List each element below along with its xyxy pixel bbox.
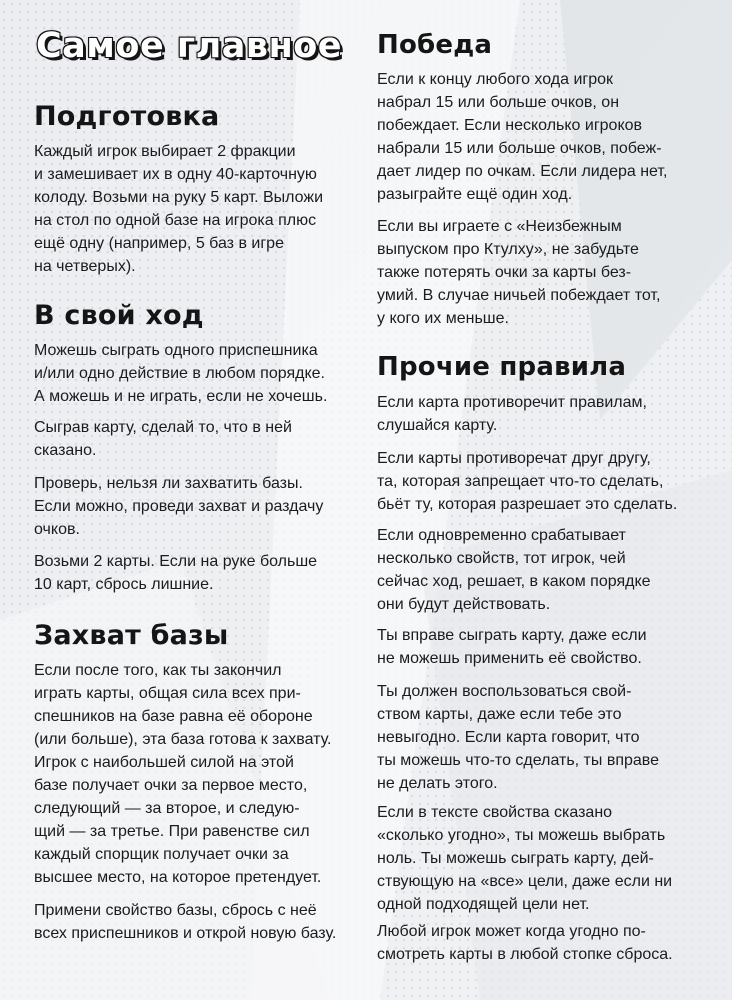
- other-rules-paragraph-2: Если карты противоречат друг другу, та, которая запрещает что-то сделать, бьёт ту, которая разрешает это сделать.: [377, 450, 678, 513]
- other-rules-paragraph-4: Ты вправе сыграть карту, даже если не можешь применить её свойство.: [377, 627, 647, 667]
- other-rules-paragraph-6: Если в тексте свойства сказано «сколько угодно», ты можешь выбрать ноль. Ты можешь сыграть карту, дей- ствующую на «все» цели, даже если ни одной подходящей цели нет.: [377, 804, 673, 913]
- other-rules-paragraph-7: Любой игрок может когда угодно по- смотреть карты в любой стопке сброса.: [377, 923, 673, 963]
- page-title: Самое главное: [36, 26, 343, 66]
- your-turn-paragraph-1: Можешь сыграть одного приспешника и/или одно действие в любом порядке. А можешь и не играть, если не хочешь.: [34, 342, 328, 405]
- other-rules-paragraph-3: Если одновременно срабатывает несколько свойств, тот игрок, чей сейчас ход, решает, в каком порядке они будут действовать.: [377, 527, 651, 613]
- base-capture-paragraph-2: Примени свойство базы, сбрось с неё всех приспешников и открой новую базу.: [34, 902, 337, 942]
- victory-paragraph-2: Если вы играете с «Неизбежным выпуском про Ктулху», не забудьте также потерять очки за карты без- умий. В случае ничьей побеждает тот, у кого их меньше.: [377, 218, 661, 327]
- your-turn-paragraph-2: Сыграв карту, сделай то, что в ней сказано.: [34, 419, 292, 459]
- preparation-text: Каждый игрок выбирает 2 фракции и замешивает их в одну 40-карточную колоду. Возьми на руку 5 карт. Выложи на стол по одной базе на игрока плюс ещё одну (например, 5 баз в игре на четверых).: [34, 143, 324, 275]
- other-rules-heading: Прочие правила: [377, 352, 627, 382]
- victory-heading: Победа: [377, 30, 493, 60]
- base-capture-heading: Захват базы: [34, 620, 229, 651]
- victory-paragraph-1: Если к концу любого хода игрок набрал 15 или больше очков, он побеждает. Если несколько игроков набрали 15 или больше очков, побеж- дает лидер по очкам. Если лидера нет, разыграйте ещё один ход.: [377, 71, 668, 203]
- base-capture-paragraph-1: Если после того, как ты закончил играть карты, общая сила всех при- спешников на базе равна её обороне (или больше), эта база готова к захвату. Игрок с наибольшей силой на этой базе получает очки за первое место, следующий — за второе, и следую- щий — за третье. При равенстве сил каждый спорщик получает очки за высшее место, на которое претендует.: [34, 662, 332, 886]
- preparation-heading: Подготовка: [34, 101, 220, 132]
- other-rules-paragraph-5: Ты должен воспользоваться свой- ством карты, даже если тебе это невыгодно. Если карта говорит, что ты можешь что-то сделать, ты вправе не делать этого.: [377, 683, 660, 792]
- your-turn-heading: В свой ход: [34, 300, 204, 331]
- other-rules-paragraph-1: Если карта противоречит правилам, слушайся карту.: [377, 394, 647, 434]
- your-turn-paragraph-4: Возьми 2 карты. Если на руке больше 10 карт, сбрось лишние.: [34, 553, 318, 593]
- your-turn-paragraph-3: Проверь, нельзя ли захватить базы. Если можно, проведи захват и раздачу очков.: [34, 475, 324, 538]
